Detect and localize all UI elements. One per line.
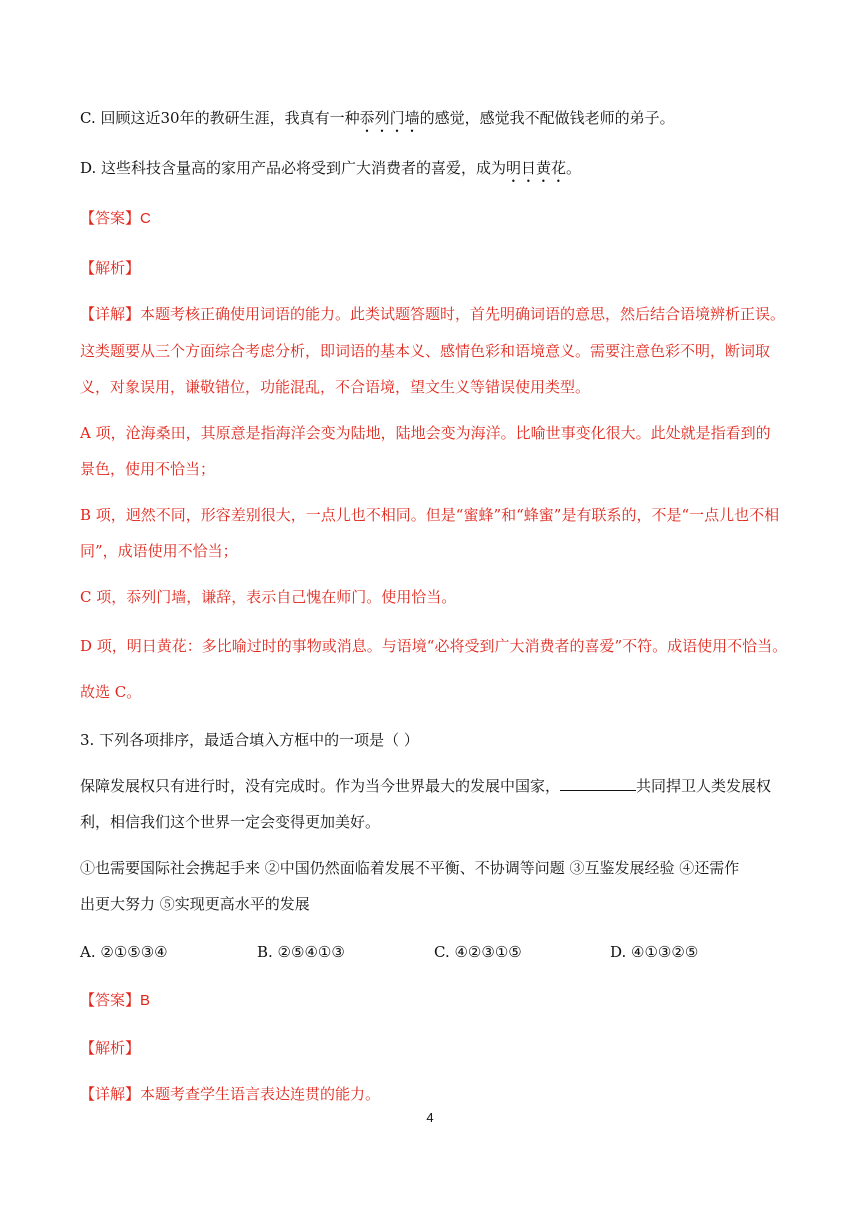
choice-d: D. ④①③②⑤ [610, 943, 699, 961]
answer-q2 [80, 208, 780, 229]
option-d-idiom: 明日黄花 [506, 159, 567, 177]
passage-line1 [80, 776, 780, 796]
explain-a-line2: 景色，使用不恰当； [80, 460, 216, 478]
answer-q3 [80, 990, 780, 1011]
explain-b-line2: 同”，成语使用不恰当； [80, 542, 238, 560]
conclusion-q2: 故选 C。 [80, 683, 142, 701]
option-c-text: C. 回顾这近30年的教研生涯，我真有一种 [80, 109, 360, 127]
detail-text: 本题考查学生语言表达连贯的能力。 [140, 1085, 381, 1103]
detail-q2-line2: 这类题要从三个方面综合考虑分析，即词语的基本义、感情色彩和语境意义。需要注意色彩不明，断词取 [80, 342, 771, 360]
option-c-idiom: 忝列门墙 [359, 109, 420, 127]
detail-label: 【详解】 [80, 305, 141, 323]
explain-b-line1: B 项，迥然不同，形容差别很大，一点儿也不相同。但是“蜜蜂”和“蜂蜜”是有联系的，不是“一点儿也不相 [80, 506, 780, 524]
choice-a: A. ②①⑤③④ [80, 943, 168, 961]
question-3-stem: 3. 下列各项排序，最适合填入方框中的一项是（ ） [80, 731, 419, 749]
explain-d: D 项，明日黄花：多比喻过时的事物或消息。与语境“必将受到广大消费者的喜爱”不符。成语使用不恰当。 [80, 637, 788, 655]
choice-c: C. ④②③①⑤ [434, 943, 522, 961]
passage-text: 保障发展权只有进行时，没有完成时。作为当今世界最大的发展中国家， [80, 777, 561, 795]
fill-blank [560, 776, 636, 791]
passage-line2: 利，相信我们这个世界一定会变得更加美好。 [80, 813, 381, 831]
passage-text-end: 共同捍卫人类发展权 [636, 777, 772, 795]
option-d-text-end: 。 [566, 159, 582, 177]
analysis-label-q2: 【解析】 [80, 259, 141, 277]
option-d [80, 158, 780, 186]
items-line2: 出更大努力 ⑤实现更高水平的发展 [80, 895, 310, 913]
items-line1: ①也需要国际社会携起手来 ②中国仍然面临着发展不平衡、不协调等问题 ③互鉴发展经验 ④还需作 [80, 859, 740, 877]
option-c-text-end: 的感觉，感觉我不配做钱老师的弟子。 [419, 109, 675, 127]
answer-label: 【答案】 [80, 209, 141, 227]
page-number: 4 [426, 1110, 434, 1125]
choice-b: B. ②⑤④①③ [257, 943, 345, 961]
answer-value: B [140, 992, 151, 1009]
detail-label: 【详解】 [80, 1085, 141, 1103]
answer-label: 【答案】 [80, 991, 141, 1009]
explain-a-line1: A 项，沧海桑田，其原意是指海洋会变为陆地，陆地会变为海洋。比喻世事变化很大。此处就是指看到的 [80, 424, 771, 442]
detail-q2-line3: 义，对象误用，谦敬错位，功能混乱，不合语境，望文生义等错误使用类型。 [80, 378, 591, 396]
detail-q3 [80, 1084, 780, 1104]
explain-c: C 项，忝列门墙，谦辞，表示自己愧在师门。使用恰当。 [80, 588, 457, 606]
option-c [80, 108, 780, 136]
analysis-label-q3: 【解析】 [80, 1039, 141, 1057]
option-d-text: D. 这些科技含量高的家用产品必将受到广大消费者的喜爱，成为 [80, 159, 507, 177]
answer-value: C [140, 210, 151, 227]
detail-q2-line1 [80, 304, 786, 324]
detail-text: 本题考核正确使用词语的能力。此类试题答题时，首先明确词语的意思，然后结合语境辨析正误。 [140, 305, 786, 323]
